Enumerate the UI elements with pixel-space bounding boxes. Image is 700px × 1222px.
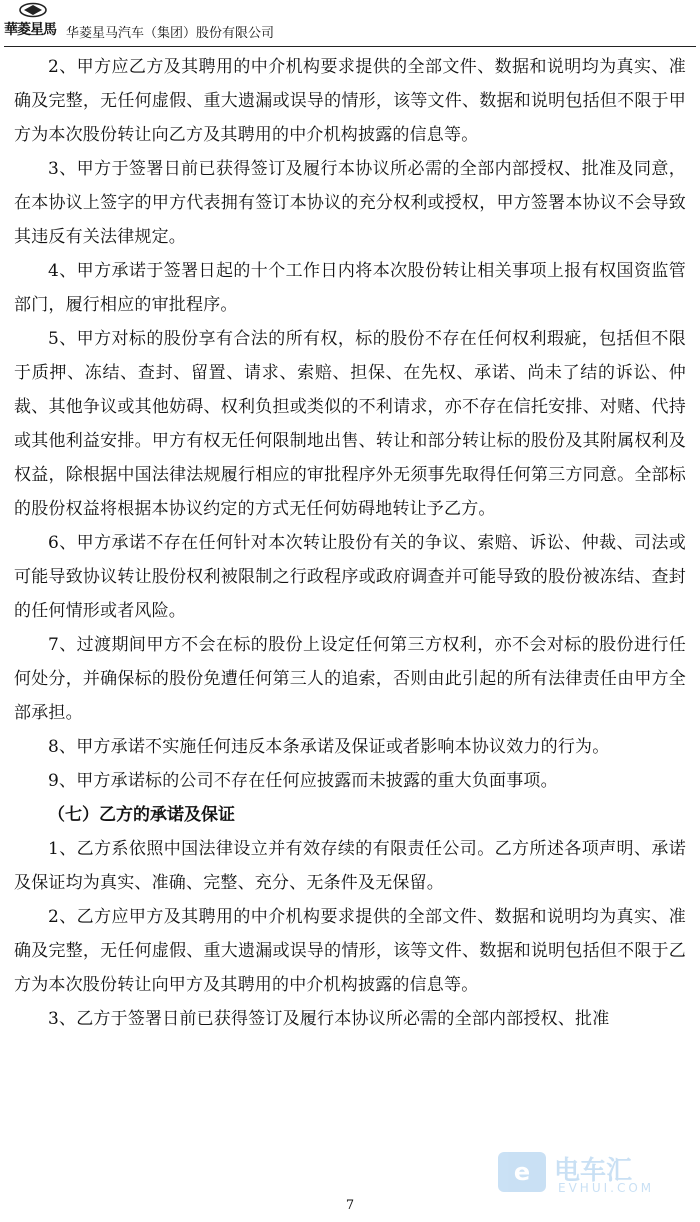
clause-paragraph: 6、甲方承诺不存在任何针对本次转让股份有关的争议、索赔、诉讼、仲裁、司法或可能导致协议转让股份权利被限制之行政程序或政府调查并可能导致的股份被冻结、查封的任何情形或者风险。 xyxy=(14,533,686,621)
watermark-text: 电车汇 xyxy=(554,1156,633,1186)
clause-paragraph: 5、甲方对标的股份享有合法的所有权，标的股份不存在任何权利瑕疵，包括但不限于质押、冻结、查封、留置、请求、索赔、担保、在先权、承诺、尚未了结的诉讼、仲裁、其他争议或其他妨碍、权利负担或类似的不利请求，亦不存在信托安排、对赌、代持或其他利益安排。甲方有权无任何限制地出售、转让和部分转让标的股份及其附属权利及权益，除根据中国法律法规履行相应的审批程序外无须事先取得任何第三方同意。全部标的股份权益将根据本协议约定的方式无任何妨碍地转让予乙方。 xyxy=(14,329,686,519)
clause-paragraph: 4、甲方承诺于签署日起的十个工作日内将本次股份转让相关事项上报有权国资监管部门，履行相应的审批程序。 xyxy=(14,261,686,315)
page-number: 7 xyxy=(345,1198,355,1213)
watermark xyxy=(498,1150,690,1198)
clause-paragraph: 2、甲方应乙方及其聘用的中介机构要求提供的全部文件、数据和说明均为真实、准确及完整，无任何虚假、重大遗漏或误导的情形，该等文件、数据和说明包括但不限于甲方为本次股份转让向乙方及其聘用的中介机构披露的信息等。 xyxy=(14,57,686,145)
clause-paragraph: 3、甲方于签署日前已获得签订及履行本协议所必需的全部内部授权、批准及同意，在本协议上签字的甲方代表拥有签订本协议的充分权利或授权，甲方签署本协议不会导致其违反有关法律规定。 xyxy=(14,159,686,247)
header-divider xyxy=(4,46,696,47)
section-heading: （七）乙方的承诺及保证 xyxy=(48,805,235,825)
clause-paragraph: 8、甲方承诺不实施任何违反本条承诺及保证或者影响本协议效力的行为。 xyxy=(48,737,610,757)
logo-text: 華菱星馬 xyxy=(4,22,56,38)
watermark-logo-icon: e xyxy=(498,1152,546,1192)
clause-paragraph: 7、过渡期间甲方不会在标的股份上设定任何第三方权利，亦不会对标的股份进行任何处分，并确保标的股份免遭任何第三人的追索，否则由此引起的所有法律责任由甲方全部承担。 xyxy=(14,635,686,723)
document-body xyxy=(14,50,686,1036)
clause-paragraph: 2、乙方应甲方及其聘用的中介机构要求提供的全部文件、数据和说明均为真实、准确及完整，无任何虚假、重大遗漏或误导的情形，该等文件、数据和说明包括但不限于乙方为本次股份转让向甲方及其聘用的中介机构披露的信息等。 xyxy=(14,907,686,995)
clause-paragraph: 3、乙方于签署日前已获得签订及履行本协议所必需的全部内部授权、批准 xyxy=(48,1009,610,1029)
company-name: 华菱星马汽车（集团）股份有限公司 xyxy=(66,26,275,41)
page-header xyxy=(0,0,700,46)
clause-paragraph: 9、甲方承诺标的公司不存在任何应披露而未披露的重大负面事项。 xyxy=(48,771,558,791)
clause-paragraph: 1、乙方系依照中国法律设立并有效存续的有限责任公司。乙方所述各项声明、承诺及保证均为真实、准确、完整、充分、无条件及无保留。 xyxy=(14,839,686,893)
company-logo xyxy=(4,2,66,42)
logo-emblem-icon xyxy=(18,2,48,18)
watermark-domain: EVHUI.COM xyxy=(558,1181,655,1195)
